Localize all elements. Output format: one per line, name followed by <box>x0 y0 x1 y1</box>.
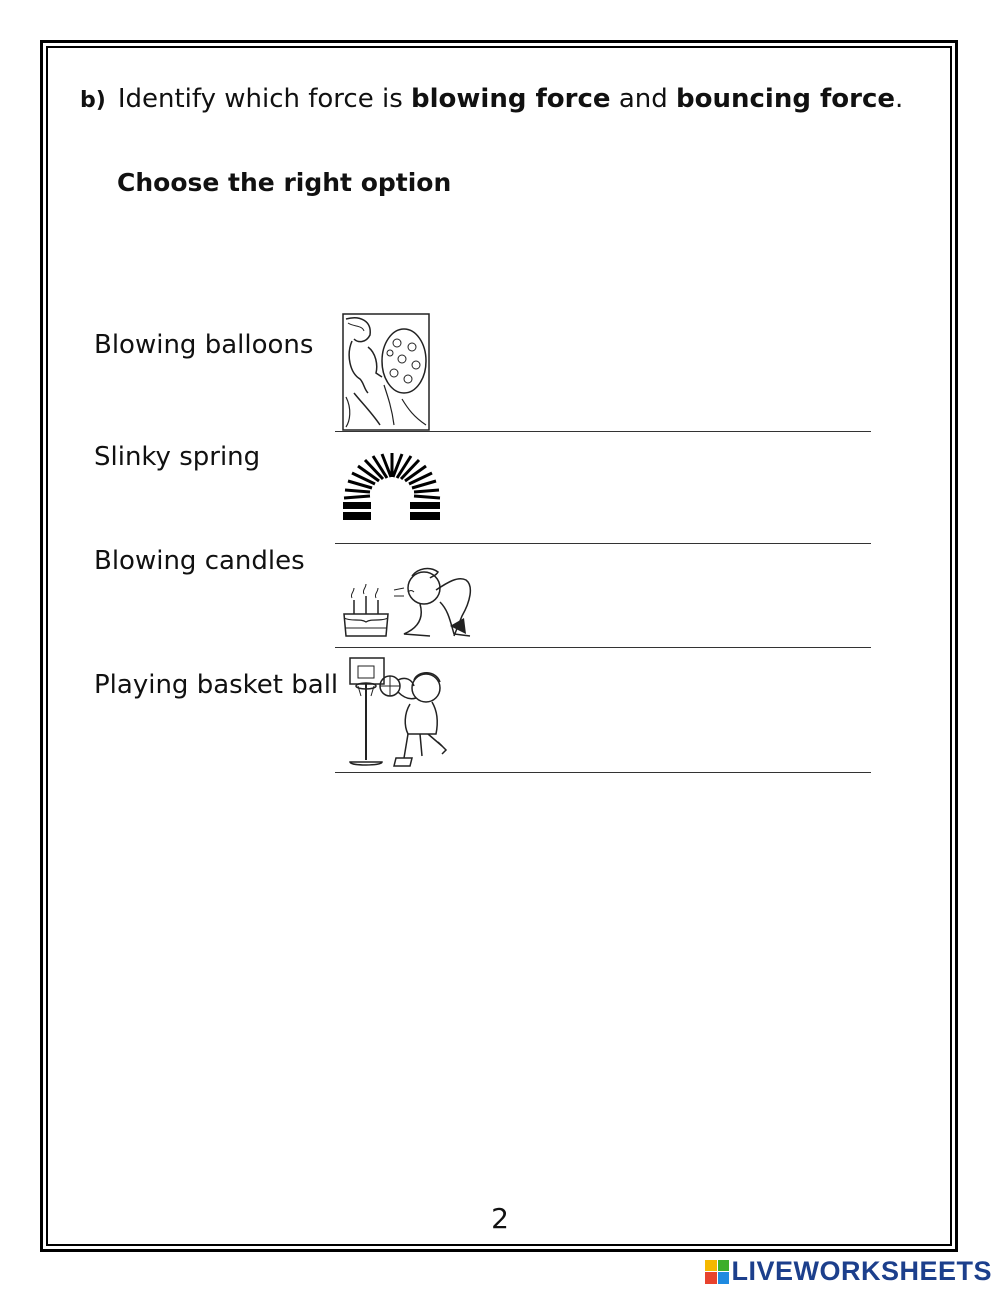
item-label-playing-basket-ball: Playing basket ball <box>94 670 339 700</box>
boy-blowing-candles-icon <box>340 566 480 642</box>
answer-line-playing-basket-ball[interactable] <box>335 772 871 773</box>
boy-playing-basketball-icon <box>346 654 452 770</box>
question-text-part-3: . <box>895 84 904 114</box>
instruction-text: Choose the right option <box>117 168 452 197</box>
term-bouncing-force: bouncing force <box>676 84 896 114</box>
boy-playing-basketball-picture <box>346 654 452 770</box>
item-label-slinky-spring: Slinky spring <box>94 442 261 472</box>
girl-blowing-balloon-icon <box>342 313 430 431</box>
slinky-spring-picture <box>342 452 442 522</box>
term-blowing-force: blowing force <box>411 84 611 114</box>
question-text <box>80 84 903 114</box>
brand-name: LIVEWORKSHEETS <box>731 1256 992 1286</box>
liveworksheets-logo-icon <box>705 1260 729 1284</box>
girl-blowing-balloon-picture <box>342 313 430 431</box>
slinky-spring-icon <box>342 452 442 522</box>
liveworksheets-brand[interactable] <box>705 1256 992 1287</box>
question-text-part-2: and <box>618 84 668 114</box>
item-label-blowing-candles: Blowing candles <box>94 546 305 576</box>
question-text-part-1: Identify which force is <box>117 84 403 114</box>
question-number: b) <box>80 88 106 113</box>
answer-line-blowing-candles[interactable] <box>335 647 871 648</box>
answer-line-slinky-spring[interactable] <box>335 543 871 544</box>
answer-line-blowing-balloons[interactable] <box>335 431 871 432</box>
item-label-blowing-balloons: Blowing balloons <box>94 330 314 360</box>
page-number: 2 <box>491 1202 509 1235</box>
page-inner-border <box>46 46 952 1246</box>
boy-blowing-candles-picture <box>340 566 480 642</box>
